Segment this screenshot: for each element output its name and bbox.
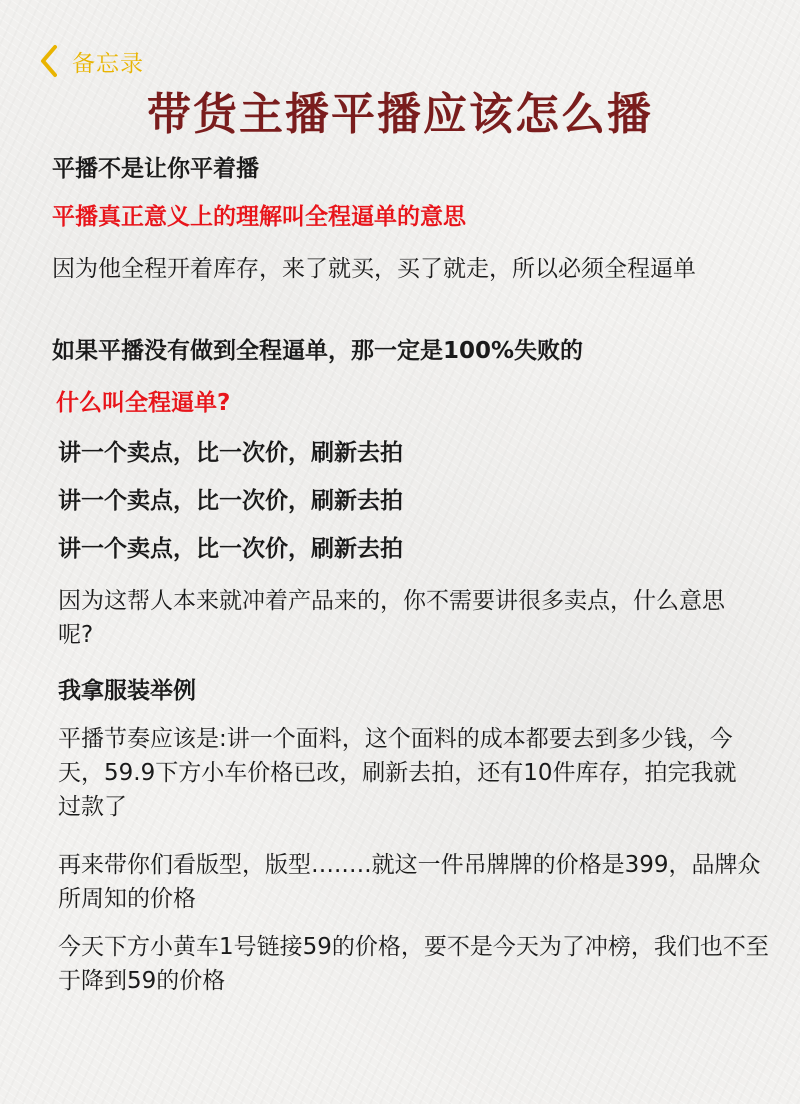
- text-line-3: 因为他全程开着库存，来了就买，买了就走，所以必须全程逼单: [52, 256, 696, 282]
- text-line-10: 我拿服装举例: [58, 678, 196, 704]
- text-line-8: 讲一个卖点，比一次价，刷新去拍: [58, 536, 403, 562]
- text-line-6: 讲一个卖点，比一次价，刷新去拍: [58, 440, 403, 466]
- text-line-4: 如果平播没有做到全程逼单，那一定是100%失败的: [52, 338, 584, 364]
- text-line-9: 因为这帮人本来就冲着产品来的，你不需要讲很多卖点，什么意思呢?: [58, 588, 725, 648]
- text-line-12: 再来带你们看版型，版型….….就这一件吊牌牌的价格是399，品牌众所周知的价格: [58, 852, 761, 912]
- text-line-7: 讲一个卖点，比一次价，刷新去拍: [58, 488, 403, 514]
- page-title: 带货主播平播应该怎么播: [147, 89, 653, 140]
- chevron-left-icon: [38, 43, 60, 79]
- text-line-1: 平播不是让你平着播: [52, 156, 259, 182]
- text-line-5-highlight: 什么叫全程逼单?: [56, 390, 231, 416]
- back-label: 备忘录: [72, 50, 144, 77]
- text-line-13: 今天下方小黄车1号链接59的价格，要不是今天为了冲榜，我们也不至于降到59的价格: [58, 934, 769, 994]
- back-button[interactable]: [38, 42, 144, 80]
- text-line-11: 平播节奏应该是:讲一个面料，这个面料的成本都要去到多少钱，今天，59.9下方小车价格已改，刷新去拍，还有10件库存，拍完我就过款了: [58, 726, 737, 820]
- text-line-2-highlight: 平播真正意义上的理解叫全程逼单的意思: [52, 204, 466, 230]
